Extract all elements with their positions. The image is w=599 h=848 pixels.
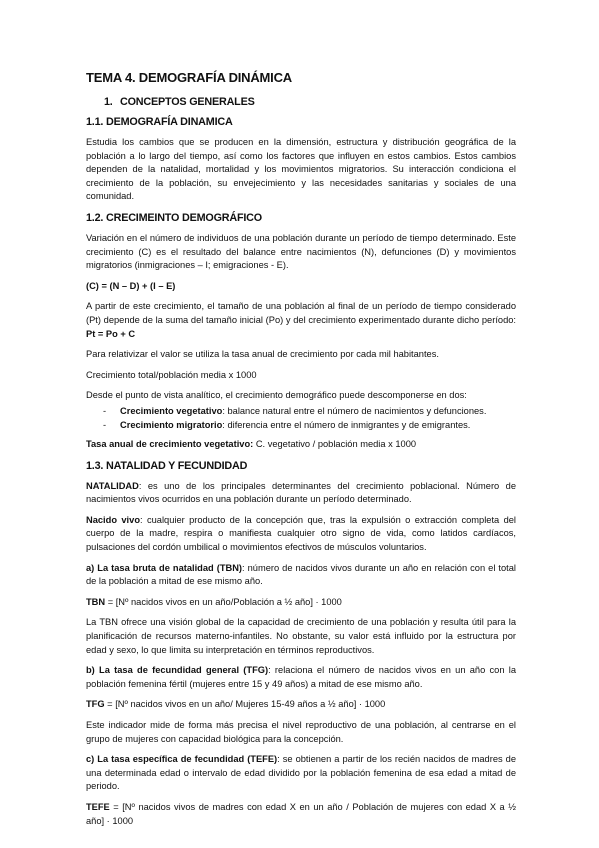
tbn-term: a) La tasa bruta de natalidad (TBN) [86, 562, 243, 573]
paragraph-natalidad [86, 480, 516, 507]
list-item-text: : diferencia entre el número de inmigrantes y de emigrantes. [222, 419, 471, 430]
formula-tbn-term: TBN [86, 596, 106, 607]
paragraph-relativizar: Para relativizar el valor se utiliza la tasa anual de crecimiento por cada mil habitantes. [86, 349, 439, 360]
paragraph-crecimiento-def: Variación en el número de individuos de una población durante un período de tiempo determinado. Este crecimiento (C) es el resultado del balance entre nacimientos (N), defunciones (D) y movimientos migratorios (inmigraciones – I; emigraciones - E). [86, 232, 516, 271]
paragraph-tbn [86, 562, 516, 589]
paragraph-tbn-explain: La TBN ofrece una visión global de la capacidad de crecimiento de una población y resulta útil para la planificación de recursos materno-infantiles. No obstante, su valor está influido por la estructura por edad y sexo, lo que limita su interpretación en términos reproductivos. [86, 617, 516, 655]
paragraph-tefe [86, 753, 516, 794]
list-item-term: Crecimiento vegetativo [120, 405, 223, 416]
natalidad-text: : es uno de los principales determinantes del crecimiento poblacional. Número de nacimientos vivos ocurridos en una población durante un período determinado. [86, 480, 516, 505]
paragraph-pt [86, 300, 516, 341]
formula-c-text: (C) = (N – D) + (I – E) [86, 280, 176, 291]
nacido-term: Nacido vivo [86, 514, 140, 525]
tasa-vegetativo [86, 438, 516, 452]
paragraph-tfg [86, 664, 516, 691]
list-item [86, 405, 516, 419]
list-item [86, 419, 516, 433]
natalidad-term: NATALIDAD [86, 480, 139, 491]
paragraph-tfg-explain: Este indicador mide de forma más precisa el nivel reproductivo de una población, al centrarse en el grupo de mujeres con capacidad biológica para la concepción. [86, 720, 516, 744]
formula-tefe-term: TEFE [86, 801, 110, 812]
list-item-text: : balance natural entre el número de nacimientos y defunciones. [222, 405, 487, 416]
tfg-text: : relaciona el número de nacidos vivos en un año con la población femenina fértil (mujeres entre 15 y 49 años) a mitad de ese mismo año. [86, 665, 517, 689]
formula-tfg-text: = [Nº nacidos vivos en un año/ Mujeres 15-49 años a ½ año] · 1000 [104, 699, 386, 710]
section-number: 1. [104, 96, 113, 108]
tefe-text: : se obtienen a partir de los recién nacidos de madres de una determinada edad o intervalo de edad dividido por la población femenina de esa edad a mitad de periodo. [86, 754, 516, 792]
formula-crecimiento-total: Crecimiento total/población media x 1000 [86, 369, 257, 380]
tefe-term: c) La tasa específica de fecundidad (TEFE) [86, 754, 278, 765]
paragraph-analitico: Desde el punto de vista analítico, el crecimiento demográfico puede descomponerse en dos: [86, 390, 467, 401]
formula-tfg-term: TFG [86, 699, 105, 710]
subsection-heading-crecimiento: 1.2. CRECIMEINTO DEMOGRÁFICO [86, 211, 262, 224]
subsection-heading-natalidad: 1.3. NATALIDAD Y FECUNDIDAD [86, 459, 248, 472]
document-page [86, 70, 516, 835]
formula-tbn [86, 596, 516, 610]
tfg-term: b) La tasa de fecundidad general (TFG) [86, 665, 269, 676]
formula-tefe-text: = [Nº nacidos vivos de madres con edad X en un año / Población de mujeres con edad X a ½ año] · 1000 [86, 801, 516, 826]
nacido-text: : cualquier producto de la concepción que, tras la expulsión o extracción completa del cuerpo de la madre, respira o manifiesta cualquier otro signo de vida, como latidos cardíacos, pulsaciones del cordón umbilical o movimientos efectivos de músculos voluntarios. [86, 514, 516, 553]
formula-tfg [86, 698, 516, 712]
paragraph-nacido-vivo [86, 514, 516, 555]
formula-pt: Pt = Po + C [86, 328, 136, 339]
subsection-heading-demografia: 1.1. DEMOGRAFÍA DINAMICA [86, 116, 233, 128]
tasa-vegetativo-term: Tasa anual de crecimiento vegetativo: [86, 439, 254, 450]
tasa-vegetativo-text: C. vegetativo / población media x 1000 [253, 439, 417, 450]
formula-crecimiento [86, 280, 516, 294]
section-label: CONCEPTOS GENERALES [120, 96, 255, 108]
formula-tbn-text: = [Nº nacidos vivos en un año/Población a ½ año] · 1000 [105, 596, 342, 607]
formula-tefe [86, 801, 516, 828]
section-heading-conceptos [86, 95, 516, 109]
paragraph-pt-text: A partir de este crecimiento, el tamaño de una población al final de un período de tiempo considerado (Pt) depende de la suma del tamaño inicial (Po) y del crecimiento experimentado durante dicho período: [86, 301, 516, 325]
list-item-term: Crecimiento migratorio [120, 419, 223, 430]
paragraph-demografia: Estudia los cambios que se producen en la dimensión, estructura y distribución geográfica de la población a lo largo del tiempo, así como los factores que influyen en estos cambios. Estos cambios dependen de la natalidad, mortalidad y los movimientos migratorios. Su interacción condiciona el crecimiento de la población, su envejecimiento y las necesidades sanitarias y sociales de una comunidad. [86, 137, 516, 202]
bullet-list [86, 405, 516, 432]
page-title: TEMA 4. DEMOGRAFÍA DINÁMICA [86, 70, 292, 85]
tbn-text: : número de nacidos vivos durante un año en relación con el total de la población a mitad de ese mismo año. [86, 562, 516, 587]
